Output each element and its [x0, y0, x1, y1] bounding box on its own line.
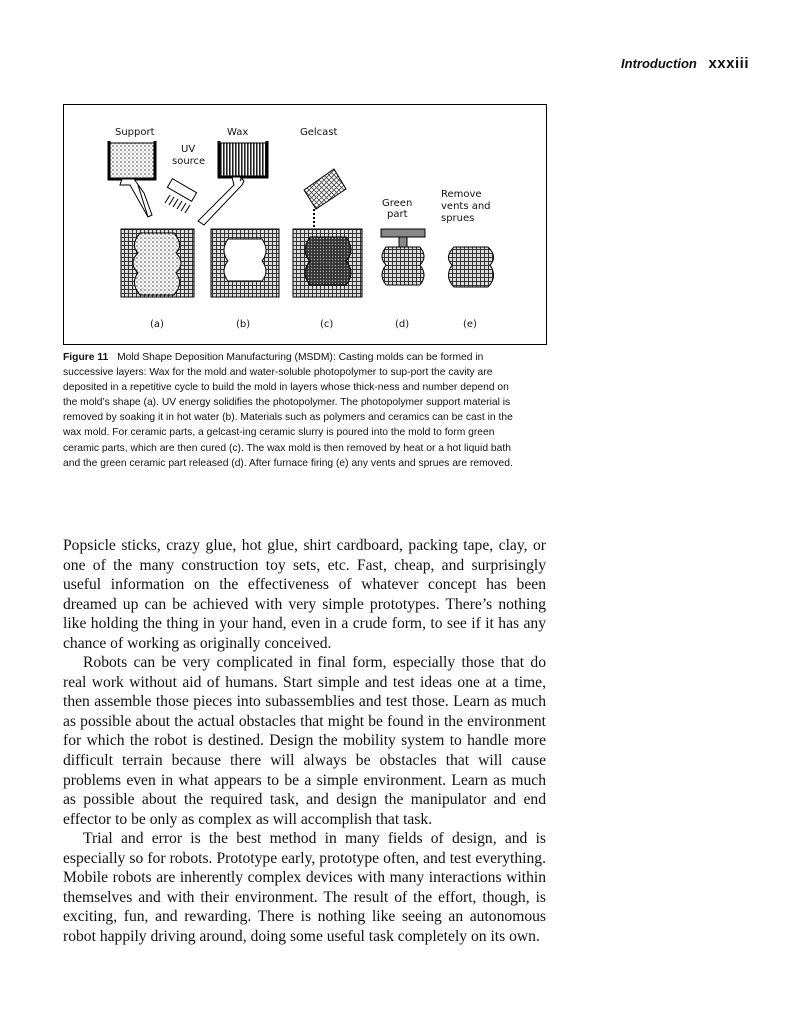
label-remove-3: sprues: [441, 213, 475, 224]
label-remove-2: vents and: [441, 201, 491, 212]
label-green-2: part: [387, 209, 408, 220]
mold-c: [293, 229, 362, 297]
body-text: [63, 536, 546, 946]
label-gelcast: Gelcast: [300, 127, 338, 138]
label-wax: Wax: [227, 127, 249, 138]
panel-label-b: (b): [236, 319, 251, 330]
wax-dispenser: [198, 141, 267, 225]
page-number: xxxiii: [708, 55, 749, 72]
label-uv-1: UV: [181, 144, 196, 155]
part-e: [448, 247, 493, 287]
gelcast-pour: [304, 169, 346, 235]
running-head: [621, 55, 749, 72]
panel-label-c: (c): [320, 319, 334, 330]
uv-source: [165, 179, 197, 213]
paragraph-3: Trial and error is the best method in many fields of design, and is especially so for robots. Prototype early, prototype often, and test everything. Mobile robots are inherently complex devices with many interactions within themselves and with their environment. The result of the effort, though, is exciting, fun, and rewarding. There is nothing like seeing an autonomous robot happily driving around, doing some useful task completely on its own.: [63, 830, 546, 945]
label-uv-2: source: [172, 156, 206, 167]
figure-caption-label: Figure 11: [63, 352, 109, 363]
panel-label-d: (d): [395, 319, 410, 330]
paragraph-1: Popsicle sticks, crazy glue, hot glue, shirt cardboard, packing tape, clay, or one of the many construction toy sets, etc. Fast, cheap, and surprisingly useful information on the effectiveness of whatever concept has been dreamed up can be achieved with very simple prototypes. There’s nothing like holding the thing in your hand, even in a crude form, to see if it has any chance of working as originally conceived.: [63, 537, 546, 652]
support-dispenser: [109, 141, 155, 217]
figure-caption: [63, 350, 521, 471]
label-support: Support: [115, 127, 155, 138]
label-remove-1: Remove: [441, 189, 482, 200]
label-green-1: Green: [382, 198, 413, 209]
figure-11: [63, 104, 547, 345]
mold-a: [121, 229, 194, 297]
msdm-diagram: [64, 105, 546, 344]
paragraph-2: Robots can be very complicated in final form, especially those that do real work without aid of humans. Start simple and test ideas one at a time, then assemble those pieces into subassemblies and test those. Learn as much as possible about the actual obstacles that might be found in the environment for which the robot is destined. Design the mobility system to handle more difficult terrain because there will always be obstacles that will cause problems even in what appears to be a simple environment. Learn as much as possible about the required task, and design the manipulator and end effector to be only as complex as will accomplish that task.: [63, 654, 546, 828]
panel-label-e: (e): [463, 319, 477, 330]
section-title: Introduction: [621, 56, 697, 71]
figure-caption-text: Mold Shape Deposition Manufacturing (MSDM): Casting molds can be formed in successive layers: Wax for the mold and water-soluble photopolymer to sup-port the cavity are deposited in a repetitive cycle to build the mold in layers whose thick-ness and number depend on the mold’s shape (a). UV energy solidifies the photopolymer. The photopolymer support material is removed by soaking it in hot water (b). Materials such as polymers and ceramics can be cast in the wax mold. For ceramic parts, a gelcast-ing ceramic slurry is poured into the mold to form green ceramic parts, which are then cured (c). The wax mold is then removed by heat or a hot liquid bath and the green ceramic part released (d). After furnace firing (e) any vents and sprues are removed.: [63, 352, 513, 469]
mold-b: [211, 229, 279, 297]
panel-label-a: (a): [150, 319, 164, 330]
part-d: [381, 229, 425, 285]
